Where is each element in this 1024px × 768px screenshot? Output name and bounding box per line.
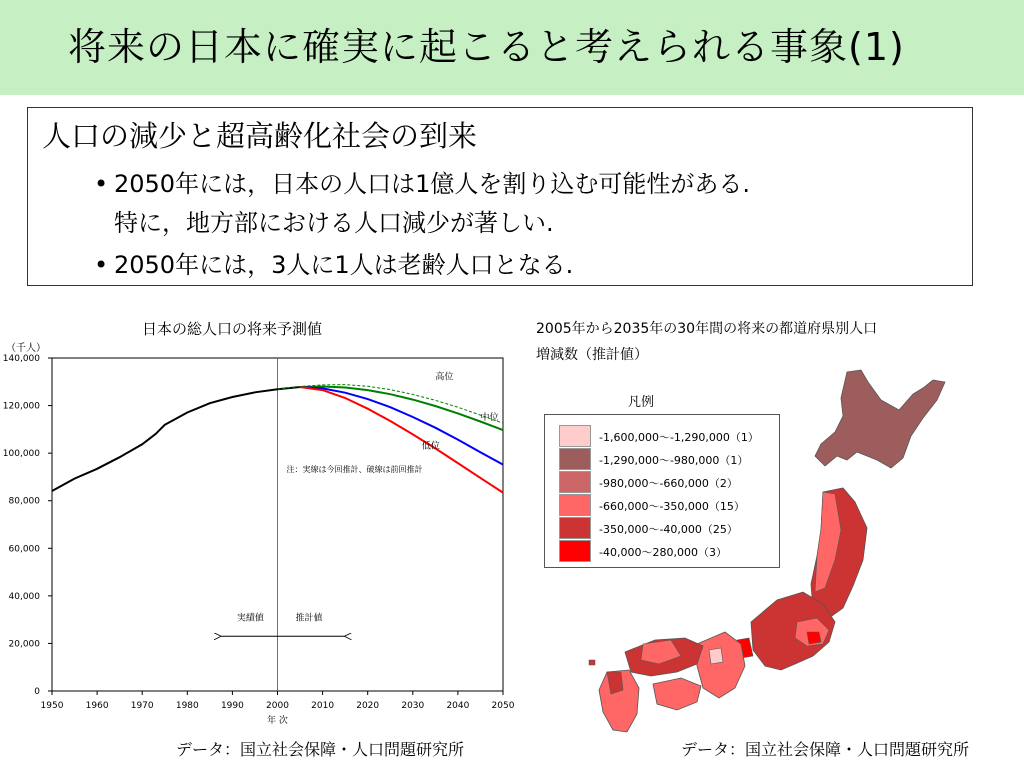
chart-unit-label: （千人）	[6, 343, 46, 354]
x-tick-label: 2040	[446, 701, 470, 711]
bullet-text-1-continued: 特に，地方部における人口減少が著しい.	[114, 209, 554, 237]
shikoku-region	[653, 678, 701, 710]
bullet-item-2	[94, 245, 573, 280]
series-label: 高位	[435, 372, 454, 383]
series-line	[300, 387, 503, 493]
bullet-text-2: 2050年には，3人に1人は老齢人口となる.	[114, 251, 574, 279]
chart-source: データ：国立社会保障・人口問題研究所	[176, 740, 465, 759]
slide-title: 将来の日本に確実に起こると考えられる事象(1)	[68, 25, 905, 69]
y-tick-label: 60,000	[8, 544, 40, 555]
y-tick-label: 0	[34, 687, 40, 697]
x-tick-label: 2010	[311, 701, 335, 711]
x-tick-label: 2000	[266, 701, 289, 711]
osaka-region	[709, 648, 723, 664]
population-line-chart	[0, 300, 530, 740]
x-tick-label: 1970	[130, 701, 154, 711]
chart-title: 日本の総人口の将来予測値	[142, 320, 323, 338]
x-tick-label: 2050	[491, 701, 515, 711]
y-tick-label: 80,000	[8, 496, 40, 507]
summary-box	[27, 107, 973, 286]
legend-title: 凡例	[628, 395, 655, 410]
x-tick-label: 2030	[401, 701, 425, 711]
legend-label: -980,000〜-660,000（2）	[599, 477, 738, 490]
legend-label: -1,600,000〜-1,290,000（1）	[599, 431, 759, 444]
map-source: データ：国立社会保障・人口問題研究所	[681, 740, 970, 759]
legend-label: -40,000〜280,000（3）	[599, 546, 727, 559]
japan-prefecture-map	[585, 360, 1015, 735]
x-tick-label: 1980	[175, 701, 199, 711]
x-tick-label: 2020	[356, 701, 380, 711]
tokyo-region	[807, 632, 821, 644]
chart-note: 注：実線は今回推計、破線は前回推計	[286, 465, 423, 475]
map-title-line2: 増減数（推計値）	[536, 347, 648, 363]
y-tick-label: 20,000	[8, 639, 40, 650]
island-region	[589, 660, 595, 665]
arrow-label-projected: 推計値	[295, 613, 323, 624]
y-tick-label: 40,000	[8, 591, 40, 602]
bullet-dot-icon: •	[94, 251, 109, 279]
series-line	[52, 387, 300, 491]
series-label: 中位	[480, 412, 499, 423]
hokkaido-region	[815, 370, 945, 468]
y-tick-label: 140,000	[2, 354, 40, 364]
x-tick-label: 1960	[85, 701, 109, 711]
x-axis-label: 年 次	[267, 716, 288, 726]
bullet-text-1: 2050年には，日本の人口は1億人を割り込む可能性がある.	[114, 170, 750, 198]
series-line	[300, 387, 503, 465]
kinki-region	[697, 632, 745, 698]
bullet-item-1	[94, 164, 750, 199]
legend-label: -350,000〜-40,000（25）	[599, 523, 738, 536]
arrow-label-actual: 実績値	[236, 613, 264, 624]
bullet-dot-icon: •	[94, 170, 109, 198]
y-tick-label: 120,000	[2, 401, 40, 412]
box-heading: 人口の減少と超高齢化社会の到来	[42, 119, 478, 153]
x-tick-label: 1990	[220, 701, 244, 711]
series-label: 低位	[421, 441, 440, 452]
y-tick-label: 100,000	[2, 449, 40, 460]
legend-label: -660,000〜-350,000（15）	[599, 500, 745, 513]
legend-label: -1,290,000〜-980,000（1）	[599, 454, 749, 467]
title-bar	[0, 0, 1024, 95]
map-title-line1: 2005年から2035年の30年間の将来の都道府県別人口	[536, 321, 878, 337]
x-tick-label: 1950	[40, 701, 64, 711]
